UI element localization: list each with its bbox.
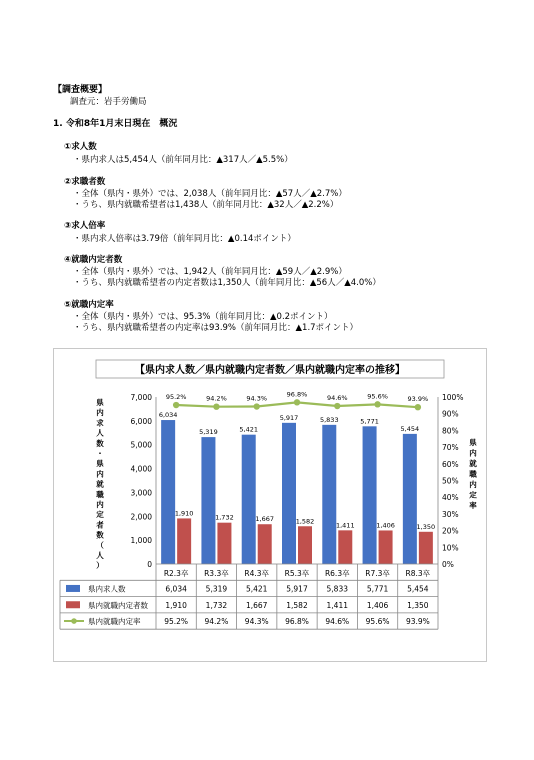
bar [322, 425, 336, 564]
y-tick-label: 2,000 [130, 512, 152, 522]
y-axis-label-char: 数 [96, 530, 104, 540]
y2-tick-label: 50% [442, 476, 459, 486]
table-cell: 93.9% [405, 617, 430, 627]
rate-point [254, 403, 260, 409]
bar-value-label: 5,421 [239, 425, 259, 434]
bar [379, 530, 393, 564]
y-axis-label-char: 者 [96, 520, 104, 530]
x-category-label: R3.3卒 [204, 569, 229, 578]
y-tick-label: 4,000 [130, 464, 152, 474]
table-cell: 94.6% [325, 617, 350, 627]
table-cell: 5,771 [366, 584, 389, 594]
item-line: ・県内求人は5,454人（前年同月比：▲317人／▲5.5%） [73, 155, 293, 165]
table-cell: 1,582 [286, 600, 308, 610]
bar-value-label: 1,667 [255, 515, 275, 524]
table-cell: 6,034 [165, 584, 187, 594]
x-category-label: R5.3卒 [284, 569, 310, 578]
bar-value-label: 1,910 [174, 509, 194, 518]
bar-value-label: 1,732 [215, 513, 234, 522]
rate-point [294, 399, 300, 405]
y-tick-label: 7,000 [130, 393, 152, 402]
overview-heading: 【調査概要】 [53, 85, 108, 95]
y-tick-label: 5,000 [130, 440, 152, 450]
y-tick-label: 0 [147, 560, 152, 569]
item-line: ・全体（県内・県外）では、95.3%（前年同月比：▲0.2ポイント） [73, 312, 333, 322]
bar [161, 420, 175, 564]
source-line: 調査元：岩手労働局 [70, 97, 147, 107]
bar [217, 523, 231, 564]
bar [177, 518, 191, 564]
bar-value-label: 1,582 [295, 517, 315, 526]
y-axis-label-char: （ [96, 540, 104, 550]
y-axis-label-char: 数 [96, 438, 104, 448]
y-axis-label-char: 定 [96, 510, 104, 520]
bar [419, 532, 433, 564]
bar [298, 526, 312, 564]
y-axis-label-char: ） [96, 561, 104, 571]
item-title-offer-rate: ⑤就職内定率 [64, 300, 114, 310]
bar-value-label: 5,319 [199, 428, 218, 437]
legend-swatch [66, 585, 80, 592]
bar-value-label: 5,917 [279, 413, 299, 422]
y-tick-label: 3,000 [130, 488, 152, 498]
chart-svg [54, 349, 486, 661]
chart-title: 【県内求人数／県内就職内定者数／県内就職内定率の推移】 [135, 365, 405, 376]
y-axis-label-char: 内 [96, 500, 104, 509]
y2-axis-label-char: 率 [469, 501, 477, 510]
y2-tick-label: 70% [442, 443, 459, 453]
y2-axis-label-char: 職 [469, 469, 477, 479]
item-title-job-openings: ①求人数 [64, 142, 97, 152]
y2-tick-label: 10% [442, 543, 459, 553]
y-axis-label-char: 人 [96, 428, 104, 438]
bar-value-label: 1,350 [416, 522, 436, 531]
y-axis-label-char: 内 [96, 408, 104, 418]
rate-point [374, 401, 380, 407]
rate-value-label: 93.9% [407, 395, 429, 404]
y2-tick-label: 0% [442, 560, 454, 569]
table-cell: 95.6% [365, 617, 390, 627]
legend-label: 県内求人数 [88, 584, 126, 594]
x-category-label: R7.3卒 [365, 569, 390, 578]
table-cell: 5,917 [286, 584, 308, 594]
y2-tick-label: 40% [442, 493, 459, 503]
y2-axis-label-char: 内 [469, 480, 477, 489]
table-cell: 1,406 [366, 600, 389, 610]
x-category-label: R2.3卒 [163, 569, 189, 578]
bar [282, 423, 296, 564]
rate-value-label: 95.6% [367, 392, 388, 401]
y-tick-label: 6,000 [130, 416, 152, 426]
table-cell: 1,667 [245, 600, 268, 610]
y-axis-label-char: 県 [96, 398, 104, 407]
y-axis-label-char: 就 [96, 479, 104, 489]
bar [363, 426, 377, 564]
bar-value-label: 5,454 [400, 424, 420, 433]
table-cell: 5,421 [245, 584, 268, 594]
x-category-label: R6.3卒 [324, 569, 350, 578]
rate-value-label: 94.3% [246, 394, 268, 403]
item-title-job-ratio: ③求人倍率 [64, 221, 106, 231]
y2-tick-label: 80% [442, 426, 459, 436]
y-axis-label-char: 求 [96, 418, 104, 428]
y-tick-label: 1,000 [130, 536, 152, 546]
legend-label: 県内就職内定率 [88, 617, 141, 627]
legend-swatch [66, 601, 80, 608]
item-line: ・全体（県内・県外）では、2,038人（前年同月比：▲57人／▲2.7%） [73, 189, 347, 199]
y2-axis-label-char: 就 [469, 459, 477, 468]
y2-axis-label-char: 県 [469, 438, 477, 447]
y2-tick-label: 100% [442, 393, 464, 402]
y2-tick-label: 60% [442, 459, 459, 469]
y-axis-label-char: ・ [96, 449, 104, 458]
y2-axis-label-char: 定 [469, 490, 477, 500]
rate-point [334, 403, 340, 409]
y2-tick-label: 20% [442, 526, 459, 536]
y2-tick-label: 30% [442, 509, 459, 519]
table-cell: 94.2% [204, 617, 229, 627]
table-cell: 5,454 [407, 584, 429, 594]
table-cell: 1,910 [165, 600, 187, 610]
y2-tick-label: 90% [442, 409, 459, 419]
table-cell: 1,350 [407, 600, 429, 610]
bar [258, 524, 272, 564]
rate-point [173, 402, 179, 408]
legend-marker [71, 618, 77, 624]
bar [338, 530, 352, 564]
y-axis-label-char: 県 [96, 459, 104, 469]
item-line: ・うち、県内就職希望者の内定者数は1,350人（前年同月比：▲56人／▲4.0%） [73, 278, 381, 288]
bar [242, 435, 256, 564]
x-category-label: R8.3卒 [405, 569, 431, 578]
rate-point [415, 404, 421, 410]
item-title-job-seekers: ②求職者数 [64, 177, 106, 187]
rate-value-label: 94.6% [326, 394, 348, 403]
item-line: ・県内求人倍率は3.79倍（前年同月比：▲0.14ポイント） [73, 234, 296, 244]
rate-value-label: 95.2% [165, 393, 187, 402]
item-title-offers: ④就職内定者数 [64, 255, 123, 265]
y-axis-label-char: 人 [96, 551, 104, 560]
y-axis-label-char: 職 [96, 489, 104, 499]
x-category-label: R4.3卒 [244, 569, 270, 578]
item-line: ・うち、県内就職希望者は1,438人（前年同月比：▲32人／▲2.2%） [73, 200, 339, 210]
bar [201, 437, 215, 564]
table-cell: 5,319 [205, 584, 228, 594]
item-line: ・全体（県内・県外）では、1,942人（前年同月比：▲59人／▲2.9%） [73, 267, 347, 277]
bar-value-label: 1,406 [376, 521, 395, 530]
y2-axis-label-char: 内 [469, 448, 477, 458]
table-cell: 5,833 [326, 584, 349, 594]
bar-value-label: 6,034 [158, 411, 178, 420]
bar-value-label: 5,771 [360, 417, 379, 426]
item-line: ・うち、県内就職希望者の内定率は93.9%（前年同月比：▲1.7ポイント） [73, 323, 359, 333]
table-cell: 1,732 [205, 600, 228, 610]
rate-value-label: 96.8% [286, 390, 308, 399]
rate-point [213, 403, 219, 409]
section-title: 1. 令和8年1月末日現在 概況 [53, 119, 178, 129]
table-cell: 96.8% [285, 617, 309, 627]
y-axis-label-char: 内 [96, 469, 104, 479]
chart-panel [53, 348, 487, 662]
rate-value-label: 94.2% [206, 394, 227, 403]
table-cell: 94.3% [244, 617, 269, 627]
bar [403, 434, 417, 564]
bar-value-label: 1,411 [335, 521, 355, 530]
legend-label: 県内就職内定者数 [88, 600, 148, 610]
table-cell: 95.2% [164, 617, 189, 627]
table-cell: 1,411 [326, 600, 349, 610]
bar-value-label: 5,833 [319, 415, 339, 424]
